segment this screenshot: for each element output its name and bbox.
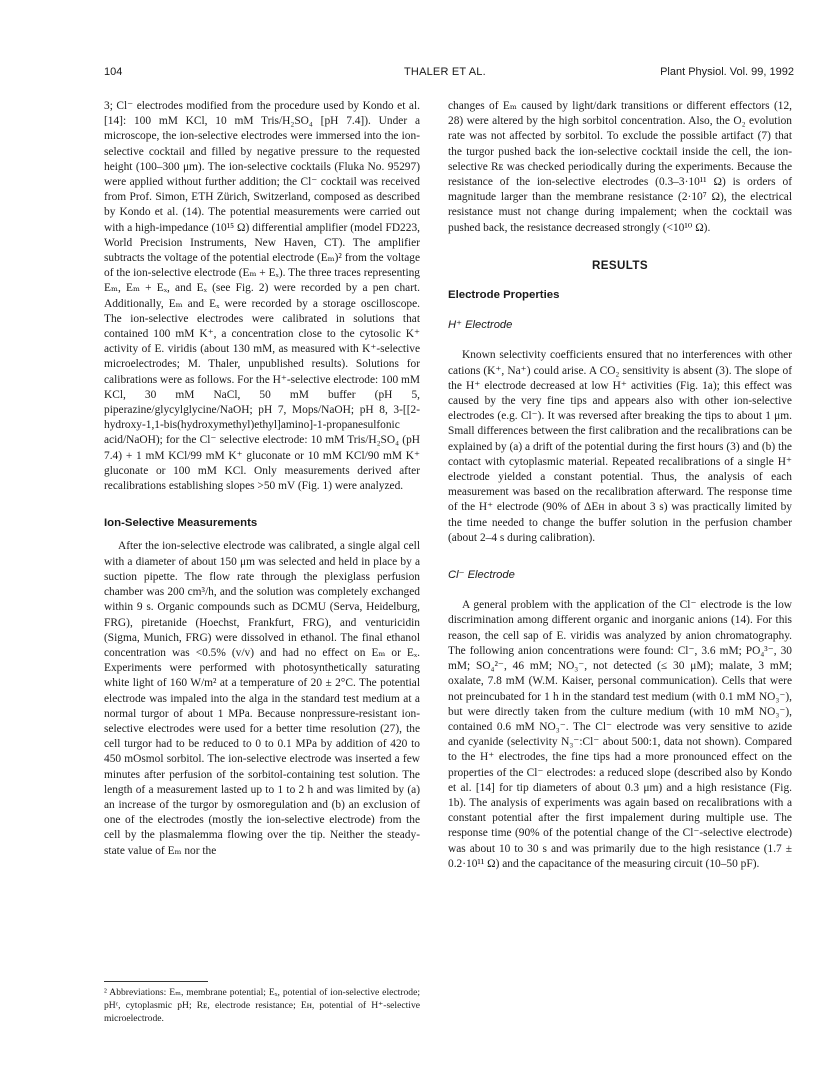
page-number: 104 <box>104 66 123 78</box>
ion-selective-paragraph: After the ion-selective electrode was calibrated, a single algal cell with a diameter of about 150 μm was selected and held in place by a suction pipette. The flow rate through the plexiglass perfusion chamber was 200 cm³/h, and the solution was completely exchanged within 9 s. Organic compounds such as DCMU (Serva, Heidelburg, FRG), piretanide (Hoechst, Frankfurt, FRG), and venturicidin (Sigma, Munich, FRG) were dissolved in ethanol. The final ethanol concentration was <0.5% (v/v) and had no effect on Eₘ or Eₓ. Experiments were performed with photosynthetically saturating white light of 160 W/m² at a temperature of 20 ± 2°C. The potential electrode was impaled into the alga in the standard test medium at a normal turgor of about 1 MPa. Because nonpressure-resistant ion-selective electrodes were used for a better time resolution (27), the cell turgor had to be reduced to 0 to 0.1 MPa by addition of 420 to 450 mOsmol sorbitol. The ion-selective electrode was inserted a few minutes after perfusion of the sorbitol-containing test solution. The length of a measurement lasted up to 1 to 2 h and was limited by (a) an increase of the turgor by osmoregulation and (b) an exclusion of one of the electrodes (mostly the ion-selective electrode) from the cell by the plasmalemma flowing over the tip. Neither the steady-state value of Eₘ nor the <box>104 540 420 857</box>
section-heading-electrode-properties: Electrode Properties <box>448 289 560 302</box>
methods-paragraph-end: changes of Eₘ caused by light/dark transitions or different effectors (12, 28) were altered by the high sorbitol concentration. Also, the O₂ evolution rate was not affected by sorbitol. To exclude the possible artifact (7) that the turgor pushed back the ion-selective cocktail inside the cell, the ion-selective Rᴇ was checked periodically during the experiments. Because the resistance of the ion-selective electrodes (0.3–3·10¹¹ Ω) is orders of magnitude larger than the membrane resistance (2·10⁷ Ω), the electrical resistance must not change during impalement; when the cocktail was pushed back, the resistance decreased strongly (<10¹⁰ Ω). <box>448 100 792 234</box>
right-column <box>448 99 792 872</box>
methods-paragraph-continued: 3; Cl⁻ electrodes modified from the procedure used by Kondo et al. [14]: 100 mM KCl, 10 mM Tris/H₂SO₄ [pH 7.4]). Under a microscope, the ion-selective electrodes were immersed into the ion-selective cocktail and filled by negative pressure to the requested height (100–300 μm). The ion-selective cocktails (Fluka No. 95297) were applied without further addition; the Cl⁻ cocktail was received from Prof. Simon, ETH Zürich, Switzerland, composed as described by Kondo et al. (14). The potential measurements were carried out with a high-impedance (10¹⁵ Ω) differential amplifier (model FD223, World Precision Instruments, New Haven, CT). The amplifier subtracts the voltage of the potential electrode (Eₘ)² from the voltage of the ion-selective electrode (Eₘ + Eₓ). The three traces representing Eₘ, Eₘ + Eₓ, and Eₓ (see Fig. 2) were recorded by a pen chart. Additionally, Eₘ and Eₓ were recorded by a storage oscilloscope. The ion-selective electrodes were calibrated in solutions that contained 100 mM K⁺, a concentration close to the cytosolic K⁺ activity of E. viridis (about 130 mM, as measured with K⁺-selective microelectrodes; M. Thaler, unpublished results). Solutions for calibrations were as follows. For the H⁺-selective electrode: 100 mM KCl, 30 mM NaCl, 50 mM buffer (pH 5, piperazine/glycylglycine/NaOH; pH 7, Mops/NaOH; pH 8, 3-[[2-hydroxy-1,1-bis(hydroxymethyl)ethyl]amino]-1-propanesulfonic acid/NaOH); for the Cl⁻ selective electrode: 10 mM Tris/H₂SO₄ (pH 7.4) + 1 mM KCl/99 mM K⁺ gluconate or 10 mM KCl/90 mM K⁺ gluconate or 100 mM KCl. Only measurements derived after recalibrations establishing slopes >50 mV (Fig. 1) were analyzed. <box>104 100 420 493</box>
running-authors: THALER ET AL. <box>404 66 486 78</box>
cl-electrode-paragraph: A general problem with the application of the Cl⁻ electrode is the low discrimination among different organic and inorganic anions (14). For this reason, the cell sap of E. viridis was analyzed by anion chromatography. The following anion concentrations were found: Cl⁻, 3.6 mM; PO₄³⁻, 30 mM; SO₄²⁻, 46 mM; NO₃⁻, not detected (≤ 30 μM); malate, 3 mM; oxalate, 7.8 mM (W.M. Kaiser, personal communication). Cells that were not preincubated for 1 h in the standard test medium (with 0.1 mM NO₃⁻), but were directly taken from the culture medium (with 10 mM NO₃⁻), contained 0.6 mM NO₃⁻. The Cl⁻ electrode was very sensitive to azide and cyanide (selectivity N₃⁻:Cl⁻ about 500:1, data not shown). Compared to the H⁺ electrodes, the fine tips had a more pronounced effect on the properties of the Cl⁻ electrodes: a reduced slope (described also by Kondo et al. [14] for tip diameters of about 0.3 μm) and a high resistance (Fig. 1b). The analysis of experiments was again based on recalibrations with a constant potential after the first impalement during multiple use. The response time (90% of the potential change of the Cl⁻-selective electrode) was about 10 to 30 s and was primarily due to the high resistance (1.7 ± 0.2·10¹¹ Ω) and the capacitance of the measuring circuit (10–50 pF). <box>448 599 792 870</box>
footnote-divider <box>104 981 208 982</box>
footnote: ² Abbreviations: Eₘ, membrane potential; Eₓ, potential of ion-selective electrode; pHᶜ, cytoplasmic pH; Rᴇ, electrode resistance; Eʜ, potential of H⁺-selective microelectrode. <box>104 987 420 1024</box>
section-heading-ion-selective: Ion-Selective Measurements <box>104 517 258 530</box>
subheading-cl-electrode: Cl⁻ Electrode <box>448 569 515 582</box>
subheading-h-electrode: H⁺ Electrode <box>448 319 513 332</box>
left-column <box>104 99 420 859</box>
running-header <box>104 66 794 82</box>
results-heading: RESULTS <box>591 258 649 272</box>
h-electrode-paragraph: Known selectivity coefficients ensured that no interferences with other cations (K⁺, Na⁺) could arise. A CO₂ sensitivity is absent (3). The slope of the H⁺ electrode decreased at low H⁺ activities (Fig. 1a); this effect was caused by the very fine tips and appears also with other ion-selective electrodes (e.g. Cl⁻). It was reversed after breaking the tips to about 1 μm. Small differences between the first calibration and the recalibrations can be explained by (a) a drift of the potential during the first hours (3) and (b) the contact with cytoplasmic material. Repeated recalibrations of a single H⁺ electrode yielded a constant potential. Thus, the analysis of each measurement was based on the recalibration afterward. The response time of the H⁺ electrode (90% of ΔEʜ in about 3 s) was practically limited by the time needed to change the buffer solution in the perfusion chamber (about 2–4 s during calibration). <box>448 349 792 544</box>
journal-citation: Plant Physiol. Vol. 99, 1992 <box>660 66 794 78</box>
